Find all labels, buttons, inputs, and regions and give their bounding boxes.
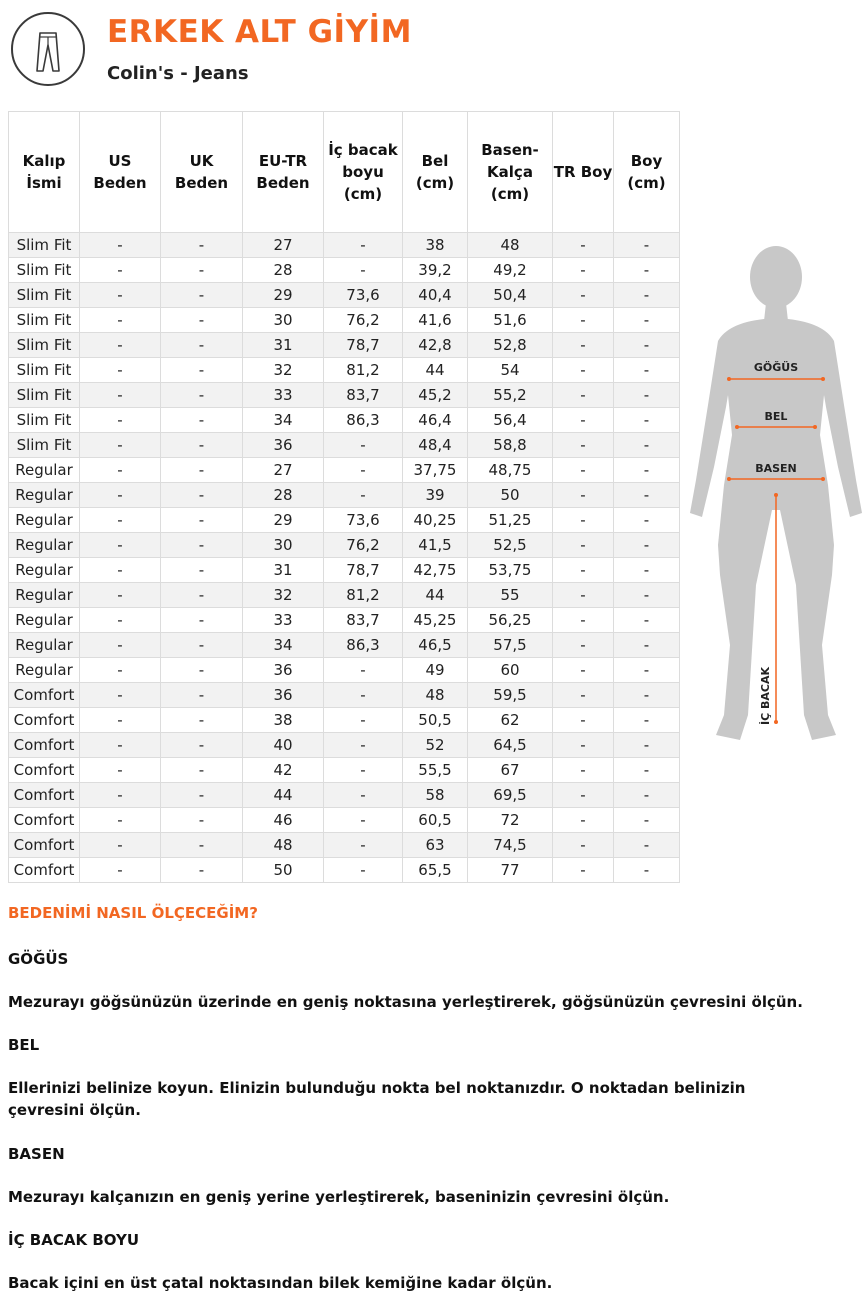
table-cell: 52 <box>403 733 468 758</box>
column-header: Boy (cm) <box>614 112 680 233</box>
table-row <box>9 283 680 308</box>
table-cell: - <box>553 258 614 283</box>
table-cell: - <box>614 483 680 508</box>
table-cell: - <box>324 733 403 758</box>
table-cell: 45,2 <box>403 383 468 408</box>
table-cell: 46 <box>243 808 324 833</box>
table-row <box>9 408 680 433</box>
table-cell: - <box>614 383 680 408</box>
table-cell: 53,75 <box>468 558 553 583</box>
table-row <box>9 458 680 483</box>
table-cell: - <box>614 683 680 708</box>
table-cell: - <box>324 758 403 783</box>
table-cell: 33 <box>243 383 324 408</box>
table-cell: - <box>324 833 403 858</box>
table-cell: - <box>553 633 614 658</box>
table-cell: - <box>614 808 680 833</box>
table-row <box>9 783 680 808</box>
table-cell: - <box>553 558 614 583</box>
column-header: Kalıp İsmi <box>9 112 80 233</box>
table-cell: Comfort <box>9 758 80 783</box>
table-cell: - <box>80 633 161 658</box>
table-cell: Slim Fit <box>9 283 80 308</box>
table-cell: - <box>614 558 680 583</box>
table-cell: - <box>553 483 614 508</box>
table-cell: Comfort <box>9 683 80 708</box>
table-cell: 36 <box>243 433 324 458</box>
table-row <box>9 808 680 833</box>
table-cell: - <box>80 583 161 608</box>
jeans-icon <box>11 12 85 86</box>
table-cell: - <box>161 808 243 833</box>
table-cell: 32 <box>243 583 324 608</box>
table-cell: Slim Fit <box>9 233 80 258</box>
table-cell: 52,5 <box>468 533 553 558</box>
table-cell: 48 <box>403 683 468 708</box>
page-header <box>0 0 865 100</box>
table-cell: 44 <box>403 583 468 608</box>
table-cell: - <box>80 608 161 633</box>
inseam-label: İÇ BACAK <box>759 666 772 725</box>
table-cell: Regular <box>9 633 80 658</box>
table-cell: Comfort <box>9 808 80 833</box>
table-cell: Comfort <box>9 783 80 808</box>
table-cell: 63 <box>403 833 468 858</box>
table-cell: - <box>80 333 161 358</box>
table-cell: 60 <box>468 658 553 683</box>
table-cell: - <box>161 833 243 858</box>
table-cell: Slim Fit <box>9 308 80 333</box>
table-cell: - <box>614 758 680 783</box>
table-cell: 69,5 <box>468 783 553 808</box>
table-cell: - <box>614 433 680 458</box>
table-row <box>9 533 680 558</box>
table-cell: - <box>80 483 161 508</box>
guide-heading-hip: BASEN <box>8 1145 65 1163</box>
table-cell: - <box>80 833 161 858</box>
table-cell: - <box>324 458 403 483</box>
table-cell: - <box>161 308 243 333</box>
table-cell: - <box>161 383 243 408</box>
table-cell: 55 <box>468 583 553 608</box>
table-cell: Regular <box>9 483 80 508</box>
table-cell: 77 <box>468 858 553 883</box>
table-row <box>9 758 680 783</box>
table-cell: 30 <box>243 308 324 333</box>
table-cell: 41,6 <box>403 308 468 333</box>
table-cell: - <box>80 783 161 808</box>
table-row <box>9 833 680 858</box>
table-cell: - <box>553 508 614 533</box>
guide-text-hip: Mezurayı kalçanızın en geniş yerine yerleştirerek, baseninizin çevresini ölçün. <box>8 1188 670 1206</box>
table-cell: - <box>80 358 161 383</box>
page-title: ERKEK ALT GİYİM <box>107 14 412 50</box>
table-cell: - <box>324 233 403 258</box>
table-cell: 34 <box>243 633 324 658</box>
table-cell: - <box>614 333 680 358</box>
table-cell: Comfort <box>9 708 80 733</box>
table-cell: - <box>553 583 614 608</box>
table-cell: 54 <box>468 358 553 383</box>
table-row <box>9 383 680 408</box>
table-cell: - <box>161 333 243 358</box>
hip-label: BASEN <box>755 462 797 475</box>
table-cell: - <box>324 483 403 508</box>
table-cell: - <box>553 358 614 383</box>
table-cell: 48 <box>468 233 553 258</box>
table-cell: 81,2 <box>324 583 403 608</box>
table-cell: - <box>161 583 243 608</box>
table-cell: - <box>553 708 614 733</box>
table-cell: - <box>80 308 161 333</box>
table-cell: 83,7 <box>324 608 403 633</box>
table-cell: - <box>614 783 680 808</box>
table-cell: - <box>161 858 243 883</box>
table-cell: - <box>324 683 403 708</box>
table-cell: 33 <box>243 608 324 633</box>
table-cell: - <box>614 658 680 683</box>
table-cell: 34 <box>243 408 324 433</box>
table-cell: Regular <box>9 508 80 533</box>
table-cell: 36 <box>243 683 324 708</box>
table-cell: - <box>614 233 680 258</box>
table-cell: - <box>553 283 614 308</box>
table-cell: - <box>161 558 243 583</box>
table-cell: 67 <box>468 758 553 783</box>
table-cell: - <box>324 858 403 883</box>
table-row <box>9 658 680 683</box>
table-cell: 48,75 <box>468 458 553 483</box>
page-subtitle: Colin's - Jeans <box>107 63 249 84</box>
table-cell: 45,25 <box>403 608 468 633</box>
table-cell: 39 <box>403 483 468 508</box>
chest-label: GÖĞÜS <box>753 361 799 374</box>
table-cell: 65,5 <box>403 858 468 883</box>
table-row <box>9 633 680 658</box>
table-cell: 31 <box>243 558 324 583</box>
table-cell: 51,6 <box>468 308 553 333</box>
table-header-row <box>9 112 680 233</box>
table-cell: - <box>80 708 161 733</box>
table-cell: - <box>161 458 243 483</box>
table-cell: 52,8 <box>468 333 553 358</box>
table-cell: - <box>80 658 161 683</box>
table-cell: - <box>614 458 680 483</box>
table-cell: 56,4 <box>468 408 553 433</box>
table-cell: Comfort <box>9 858 80 883</box>
table-cell: 44 <box>403 358 468 383</box>
table-cell: - <box>553 733 614 758</box>
table-cell: - <box>553 533 614 558</box>
table-cell: 59,5 <box>468 683 553 708</box>
table-cell: 58,8 <box>468 433 553 458</box>
table-cell: - <box>80 283 161 308</box>
table-cell: 50 <box>243 858 324 883</box>
table-cell: 31 <box>243 333 324 358</box>
table-cell: - <box>161 283 243 308</box>
table-cell: - <box>614 358 680 383</box>
table-row <box>9 583 680 608</box>
table-row <box>9 858 680 883</box>
table-cell: - <box>553 808 614 833</box>
table-cell: - <box>80 858 161 883</box>
table-cell: - <box>553 658 614 683</box>
table-cell: 58 <box>403 783 468 808</box>
table-row <box>9 333 680 358</box>
table-cell: - <box>614 508 680 533</box>
table-cell: - <box>614 858 680 883</box>
table-cell: 48 <box>243 833 324 858</box>
table-row <box>9 733 680 758</box>
table-cell: - <box>553 408 614 433</box>
table-cell: - <box>80 508 161 533</box>
table-cell: - <box>324 783 403 808</box>
table-cell: 64,5 <box>468 733 553 758</box>
guide-title: BEDENİMİ NASIL ÖLÇECEĞİM? <box>8 904 258 922</box>
table-cell: 51,25 <box>468 508 553 533</box>
table-cell: - <box>324 433 403 458</box>
table-row <box>9 433 680 458</box>
table-cell: - <box>614 408 680 433</box>
table-cell: - <box>324 658 403 683</box>
table-cell: Slim Fit <box>9 433 80 458</box>
guide-heading-chest: GÖĞÜS <box>8 950 69 968</box>
column-header: Basen-Kalça (cm) <box>468 112 553 233</box>
table-cell: Slim Fit <box>9 408 80 433</box>
table-cell: - <box>553 783 614 808</box>
table-cell: - <box>553 458 614 483</box>
table-cell: 78,7 <box>324 333 403 358</box>
table-cell: - <box>161 358 243 383</box>
table-cell: 73,6 <box>324 508 403 533</box>
table-cell: - <box>161 408 243 433</box>
guide-text-inseam: Bacak içini en üst çatal noktasından bilek kemiğine kadar ölçün. <box>8 1274 553 1292</box>
table-cell: 38 <box>243 708 324 733</box>
table-cell: - <box>324 708 403 733</box>
table-cell: - <box>553 333 614 358</box>
table-cell: 42,75 <box>403 558 468 583</box>
column-header: TR Boy <box>553 112 614 233</box>
table-cell: 86,3 <box>324 633 403 658</box>
guide-text-waist: Ellerinizi belinize koyun. Elinizin bulunduğu nokta bel noktanızdır. O noktadan belinizin çevresini ölçün. <box>8 1079 746 1119</box>
guide-text-chest: Mezurayı göğsünüzün üzerinde en geniş noktasına yerleştirerek, göğsünüzün çevresini ölçün. <box>8 993 803 1011</box>
table-cell: - <box>161 683 243 708</box>
guide-heading-waist: BEL <box>8 1036 40 1054</box>
column-header: US Beden <box>80 112 161 233</box>
table-row <box>9 683 680 708</box>
table-cell: Regular <box>9 658 80 683</box>
table-cell: - <box>614 608 680 633</box>
table-cell: - <box>161 658 243 683</box>
table-cell: - <box>80 533 161 558</box>
table-cell: - <box>614 258 680 283</box>
table-cell: 28 <box>243 483 324 508</box>
table-cell: 57,5 <box>468 633 553 658</box>
table-row <box>9 233 680 258</box>
table-cell: - <box>80 408 161 433</box>
table-cell: 40,25 <box>403 508 468 533</box>
table-cell: - <box>553 308 614 333</box>
table-cell: - <box>161 233 243 258</box>
table-cell: - <box>324 258 403 283</box>
table-cell: 44 <box>243 783 324 808</box>
table-cell: 27 <box>243 233 324 258</box>
table-cell: Regular <box>9 558 80 583</box>
table-cell: 60,5 <box>403 808 468 833</box>
table-cell: Slim Fit <box>9 333 80 358</box>
table-cell: 72 <box>468 808 553 833</box>
column-header: İç bacak boyu (cm) <box>324 112 403 233</box>
column-header: UK Beden <box>161 112 243 233</box>
table-cell: - <box>553 858 614 883</box>
table-cell: - <box>324 808 403 833</box>
table-cell: 49 <box>403 658 468 683</box>
table-cell: 46,4 <box>403 408 468 433</box>
table-cell: 38 <box>403 233 468 258</box>
table-cell: - <box>553 383 614 408</box>
table-cell: Regular <box>9 533 80 558</box>
table-cell: 29 <box>243 508 324 533</box>
table-cell: - <box>161 533 243 558</box>
table-cell: 55,2 <box>468 383 553 408</box>
table-cell: - <box>161 758 243 783</box>
table-cell: 32 <box>243 358 324 383</box>
table-row <box>9 308 680 333</box>
table-cell: - <box>614 308 680 333</box>
table-cell: - <box>161 733 243 758</box>
table-cell: 76,2 <box>324 308 403 333</box>
table-cell: - <box>614 283 680 308</box>
table-cell: 46,5 <box>403 633 468 658</box>
table-cell: - <box>614 633 680 658</box>
table-cell: - <box>161 633 243 658</box>
table-cell: 50,5 <box>403 708 468 733</box>
table-cell: - <box>80 433 161 458</box>
table-cell: - <box>614 533 680 558</box>
table-cell: - <box>161 608 243 633</box>
table-cell: - <box>553 233 614 258</box>
table-row <box>9 708 680 733</box>
table-cell: 48,4 <box>403 433 468 458</box>
table-cell: - <box>80 733 161 758</box>
waist-label: BEL <box>764 410 788 423</box>
table-cell: 37,75 <box>403 458 468 483</box>
table-cell: - <box>80 558 161 583</box>
table-cell: - <box>80 758 161 783</box>
table-cell: Regular <box>9 608 80 633</box>
table-cell: 40 <box>243 733 324 758</box>
table-cell: - <box>553 758 614 783</box>
table-cell: 39,2 <box>403 258 468 283</box>
guide-heading-inseam: İÇ BACAK BOYU <box>8 1231 140 1249</box>
table-cell: - <box>553 833 614 858</box>
table-cell: 50,4 <box>468 283 553 308</box>
table-cell: - <box>614 733 680 758</box>
table-cell: - <box>80 683 161 708</box>
table-cell: 29 <box>243 283 324 308</box>
table-cell: - <box>80 458 161 483</box>
table-cell: - <box>80 383 161 408</box>
table-row <box>9 358 680 383</box>
table-cell: 41,5 <box>403 533 468 558</box>
table-cell: - <box>161 483 243 508</box>
table-cell: 76,2 <box>324 533 403 558</box>
table-cell: 42 <box>243 758 324 783</box>
body-measurement-figure <box>688 245 865 745</box>
table-cell: - <box>161 508 243 533</box>
table-cell: Slim Fit <box>9 358 80 383</box>
column-header: EU-TR Beden <box>243 112 324 233</box>
table-cell: - <box>80 808 161 833</box>
table-cell: 83,7 <box>324 383 403 408</box>
table-cell: 62 <box>468 708 553 733</box>
table-row <box>9 483 680 508</box>
column-header: Bel (cm) <box>403 112 468 233</box>
table-cell: Comfort <box>9 733 80 758</box>
table-cell: 42,8 <box>403 333 468 358</box>
table-cell: 50 <box>468 483 553 508</box>
table-cell: 74,5 <box>468 833 553 858</box>
table-cell: - <box>80 258 161 283</box>
table-cell: Slim Fit <box>9 258 80 283</box>
table-cell: - <box>161 708 243 733</box>
table-cell: Regular <box>9 583 80 608</box>
table-cell: 73,6 <box>324 283 403 308</box>
table-cell: - <box>553 433 614 458</box>
table-cell: Regular <box>9 458 80 483</box>
table-cell: 30 <box>243 533 324 558</box>
table-body <box>9 233 680 883</box>
table-cell: 36 <box>243 658 324 683</box>
table-cell: - <box>80 233 161 258</box>
table-cell: - <box>614 833 680 858</box>
size-chart-table <box>8 111 680 883</box>
table-cell: - <box>553 683 614 708</box>
table-row <box>9 258 680 283</box>
table-cell: - <box>614 708 680 733</box>
table-row <box>9 558 680 583</box>
table-cell: 78,7 <box>324 558 403 583</box>
table-cell: - <box>553 608 614 633</box>
table-cell: 55,5 <box>403 758 468 783</box>
table-cell: 27 <box>243 458 324 483</box>
table-cell: 81,2 <box>324 358 403 383</box>
table-cell: Comfort <box>9 833 80 858</box>
table-cell: - <box>161 783 243 808</box>
table-cell: - <box>161 258 243 283</box>
table-cell: Slim Fit <box>9 383 80 408</box>
table-cell: 49,2 <box>468 258 553 283</box>
table-row <box>9 508 680 533</box>
table-cell: 40,4 <box>403 283 468 308</box>
table-cell: - <box>614 583 680 608</box>
table-row <box>9 608 680 633</box>
table-cell: - <box>161 433 243 458</box>
table-cell: 28 <box>243 258 324 283</box>
table-cell: 56,25 <box>468 608 553 633</box>
table-cell: 86,3 <box>324 408 403 433</box>
